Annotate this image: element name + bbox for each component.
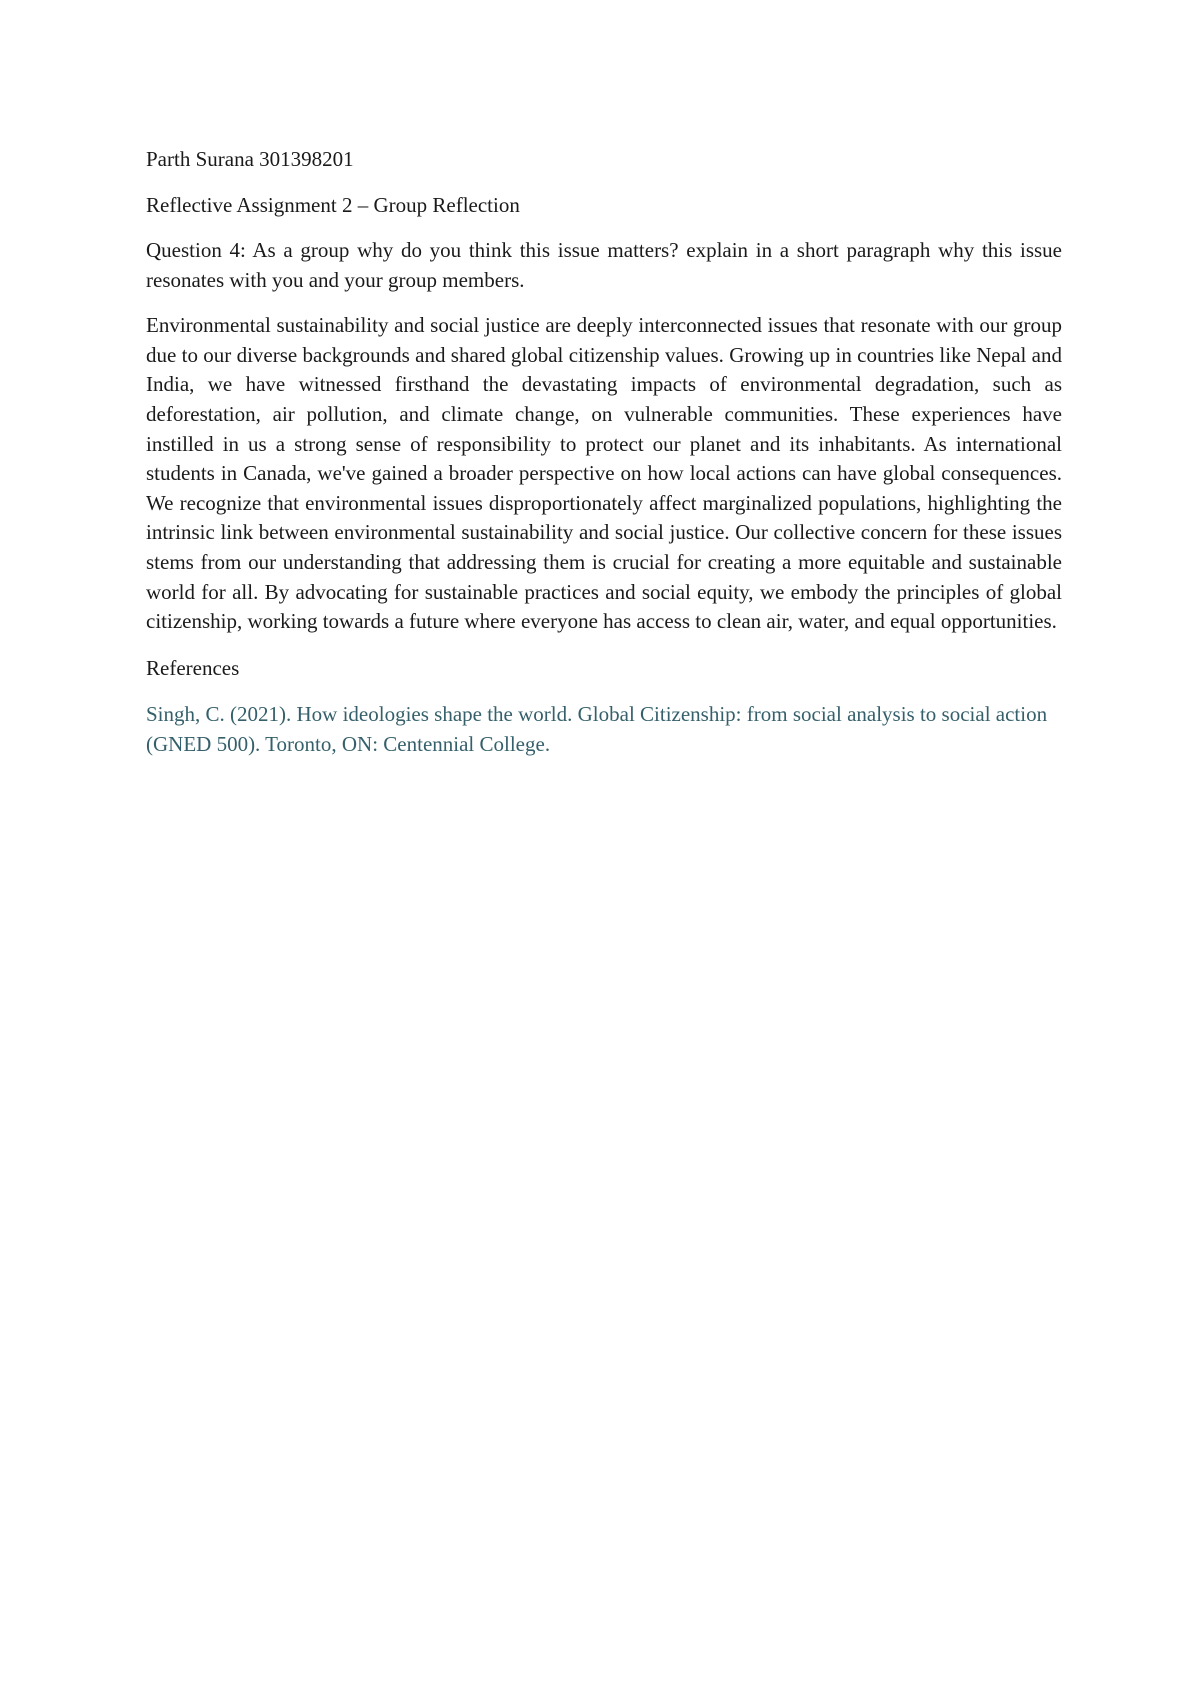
assignment-title: Reflective Assignment 2 – Group Reflection (146, 193, 520, 217)
document-body (146, 144, 1062, 759)
reference-entry: Singh, C. (2021). How ideologies shape the world. Global Citizenship: from social analysis to social action (GNED 500). Toronto, ON: Centennial College. (146, 701, 1048, 756)
author-line: Parth Surana 301398201 (146, 147, 354, 171)
references-heading: References (146, 655, 240, 680)
answer-paragraph: Environmental sustainability and social justice are deeply interconnected issues that resonate with our group due to our diverse backgrounds and shared global citizenship values. Growing up in countries like Nepal and India, we have witnessed firsthand the devastating impacts of environmental degradation, such as deforestation, air pollution, and climate change, on vulnerable communities. These experiences have instilled in us a strong sense of responsibility to protect our planet and its inhabitants. As international students in Canada, we've gained a broader perspective on how local actions can have global consequences. We recognize that environmental issues disproportionately affect marginalized populations, highlighting the intrinsic link between environmental sustainability and social justice. Our collective concern for these issues stems from our understanding that addressing them is crucial for creating a more equitable and sustainable world for all. By advocating for sustainable practices and social equity, we embody the principles of global citizenship, working towards a future where everyone has access to clean air, water, and equal opportunities. (146, 313, 1062, 634)
question-paragraph: Question 4: As a group why do you think this issue matters? explain in a short paragraph why this issue resonates with you and your group members. (146, 238, 1062, 292)
